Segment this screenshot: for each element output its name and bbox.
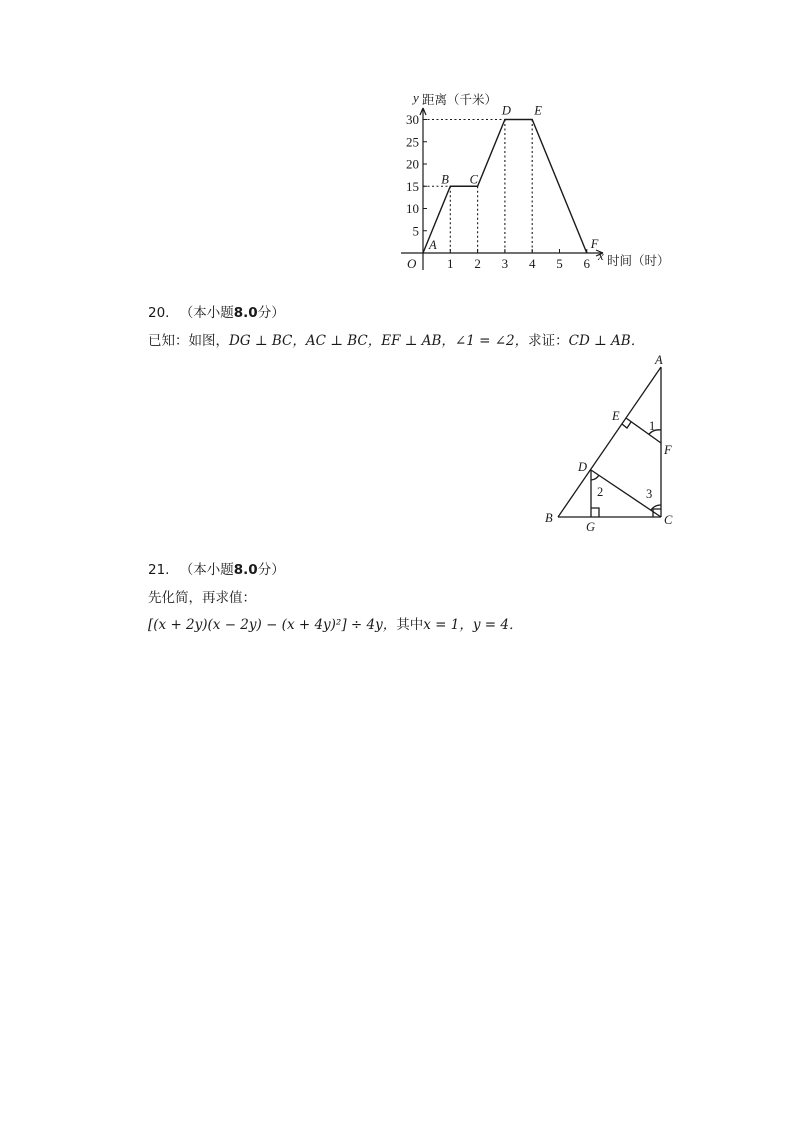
point-label-c: C: [469, 172, 478, 187]
q21-number: 21.: [148, 562, 170, 578]
label-a: A: [655, 353, 663, 367]
q21-instruction: 先化简，再求值：: [148, 590, 256, 606]
x-tick-label: 5: [556, 256, 563, 271]
q21-where-prefix: 其中: [396, 617, 424, 633]
y-axis-label: y: [413, 90, 419, 105]
label-e: E: [612, 409, 620, 423]
y-tick-label: 10: [406, 201, 419, 216]
q20-score: 8.0: [233, 305, 258, 321]
q20-conditions: DG ⊥ BC，AC ⊥ BC，EF ⊥ AB，∠1 = ∠2，: [229, 333, 529, 349]
q21-score-prefix: （本小题: [179, 562, 234, 578]
q20-header: [148, 301, 285, 321]
label-angle-1: 1: [649, 419, 656, 433]
label-g: G: [586, 520, 596, 534]
q21-score-suffix: 分）: [257, 562, 285, 578]
graph-labels: [406, 90, 670, 271]
point-label-e: E: [534, 103, 542, 118]
label-c: C: [664, 513, 673, 527]
y-axis-title: 距离（千米）: [422, 93, 498, 107]
q21-values: x = 1，y = 4．: [423, 617, 523, 633]
q20-score-prefix: （本小题: [179, 305, 234, 321]
y-tick-label: 20: [406, 156, 419, 172]
label-d: D: [578, 460, 588, 474]
triangle-figure: [538, 350, 688, 535]
x-axis-label: x: [598, 248, 604, 263]
q20-score-suffix: 分）: [257, 305, 285, 321]
y-tick-label: 25: [406, 134, 419, 150]
label-angle-2: 2: [597, 485, 604, 499]
q21-score: 8.0: [233, 562, 258, 578]
q20-prove: CD ⊥ AB．: [568, 333, 645, 349]
x-axis-title: 时间（时）: [607, 254, 670, 268]
label-f: F: [664, 443, 672, 457]
y-tick-label: 5: [412, 223, 419, 239]
x-tick-label: 6: [583, 256, 591, 271]
point-label-a: A: [429, 238, 437, 252]
x-tick-label: 1: [447, 256, 454, 271]
q20-statement: [148, 329, 644, 349]
point-label-b: B: [441, 172, 449, 187]
point-label-f: F: [590, 237, 599, 251]
label-b: B: [545, 511, 553, 525]
y-tick-label: 30: [406, 112, 419, 127]
q20-statement-prefix: 已知：如图，: [148, 333, 229, 349]
x-tick-label: 3: [501, 256, 509, 271]
q21-expression: [(x + 2y)(x − 2y) − (x + 4y)²] ÷ 4y，: [148, 617, 397, 633]
distance-time-graph: [395, 88, 695, 273]
y-tick-label: 15: [406, 178, 419, 194]
label-angle-3: 3: [646, 487, 653, 501]
x-tick-label: 4: [528, 256, 536, 271]
q21-header: [148, 558, 285, 578]
angle-2-arc: [591, 475, 599, 480]
q21-expression-line: [148, 613, 522, 633]
point-label-d: D: [501, 103, 511, 118]
right-angle-g: [591, 508, 599, 517]
q20-prove-prefix: 求证：: [528, 333, 569, 349]
x-tick-label: 2: [474, 256, 481, 271]
origin-label: O: [407, 256, 417, 271]
q20-number: 20.: [148, 305, 170, 321]
